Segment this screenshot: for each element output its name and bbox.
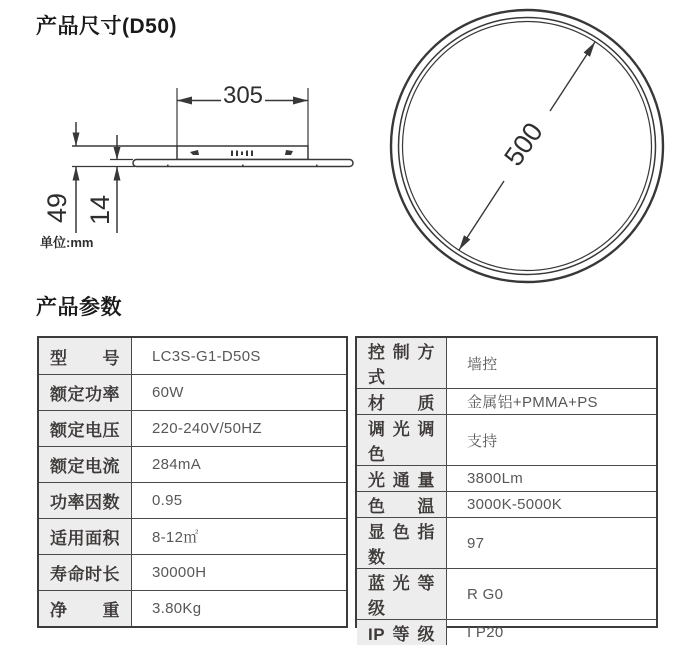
table-row [357, 491, 656, 517]
spec-label: 寿命时长 [39, 555, 132, 590]
spec-value: I P20 [467, 624, 504, 641]
spec-label: 功率因数 [39, 483, 132, 518]
arrowhead-up-icon [114, 167, 121, 181]
arrowhead-left-icon [177, 97, 192, 105]
arrowhead-down-icon [114, 147, 121, 160]
dim-width-label: 305 [222, 82, 264, 109]
spec-table-left [37, 336, 348, 628]
spec-value: 220-240V/50HZ [152, 420, 262, 437]
spec-label: 适用面积 [39, 519, 132, 554]
dimensions-section-title: 产品尺寸(D50) [36, 15, 178, 38]
spec-table-right [355, 336, 658, 644]
table-row [39, 482, 346, 518]
spec-value: 3800Lm [467, 470, 524, 487]
spec-label: 蓝光等级 [357, 569, 447, 619]
table-row [39, 590, 346, 626]
table-row [357, 568, 656, 619]
spec-value: 3.80Kg [152, 600, 202, 617]
spec-label: 净重 [39, 591, 132, 626]
table-row [357, 388, 656, 414]
spec-value: 8-12㎡ [152, 529, 199, 546]
spec-label: 显色指数 [357, 518, 447, 568]
unit-label: 单位:mm [40, 235, 94, 250]
spec-value: 支持 [467, 432, 498, 450]
spec-value: 0.95 [152, 492, 183, 509]
table-row [39, 410, 346, 446]
spec-label: 控制方式 [357, 338, 447, 388]
dim-diameter-label: 500 [498, 117, 549, 172]
dim-total-height-label: 49 [42, 192, 72, 224]
dimension-drawing [0, 0, 687, 292]
table-row [39, 338, 346, 374]
table-row [39, 374, 346, 410]
spec-label: 材质 [357, 389, 447, 414]
table-row [39, 446, 346, 482]
spec-label: 调光调色 [357, 415, 447, 465]
spec-value: 金属铝+PMMA+PS [467, 394, 598, 411]
arrowhead-right-icon [293, 97, 308, 105]
arrowhead-down-icon [73, 133, 80, 147]
spec-value: 墙控 [467, 355, 498, 373]
table-row [357, 517, 656, 568]
table-row [357, 338, 656, 388]
spec-label: 色温 [357, 492, 447, 517]
table-row [39, 554, 346, 590]
spec-value: 30000H [152, 564, 207, 581]
spec-value: 97 [467, 534, 485, 552]
arrowhead-downleft-icon [459, 235, 470, 250]
spec-label: 光通量 [357, 466, 447, 491]
arrowhead-upright-icon [584, 42, 595, 57]
spec-label: 额定功率 [39, 375, 132, 410]
spec-label: 额定电流 [39, 447, 132, 482]
table-row [357, 465, 656, 491]
spec-label: 额定电压 [39, 411, 132, 446]
spec-value: 60W [152, 384, 184, 401]
spec-value: 284mA [152, 456, 202, 473]
table-row [357, 619, 656, 645]
spec-value: 3000K-5000K [467, 496, 563, 513]
parameters-section-title: 产品参数 [36, 296, 122, 319]
spec-value: R G0 [467, 585, 504, 603]
dim-panel-height-label: 14 [85, 194, 115, 226]
spec-value: LC3S-G1-D50S [152, 347, 261, 365]
spec-label: IP等级 [357, 620, 447, 645]
table-row [357, 414, 656, 465]
table-row [39, 518, 346, 554]
arrowhead-up-icon [73, 167, 80, 181]
spec-label: 型号 [39, 338, 132, 374]
